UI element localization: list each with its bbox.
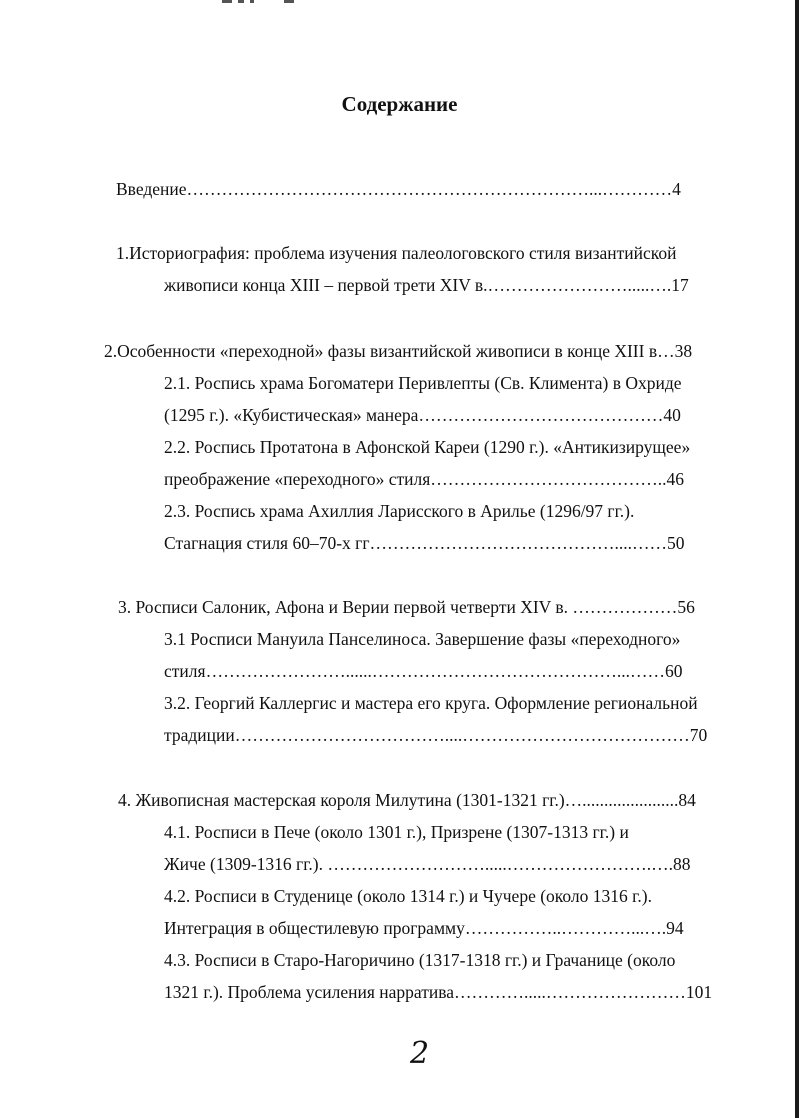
toc-entry-introduction: Введение……………………………………………………………...…………4	[116, 179, 681, 199]
toc-entry-4-3-cont: 1321 г.). Проблема усиления нарратива………….....……………………101	[164, 982, 713, 1002]
toc-entry-2-3: 2.3. Роспись храма Ахиллия Ларисского в Арилье (1296/97 гг.).	[164, 501, 635, 521]
scan-edge	[795, 0, 799, 1118]
toc-entry-4: 4. Живописная мастерская короля Милутина (1301-1321 гг.)…......................84	[118, 790, 696, 810]
toc-entry-2-1: 2.1. Роспись храма Богоматери Перивлепты (Св. Климента) в Охриде	[164, 373, 682, 393]
toc-entry-4-1: 4.1. Росписи в Пече (около 1301 г.), Призрене (1307-1313 гг.) и	[164, 822, 629, 842]
toc-entry-3-2: 3.2. Георгий Каллергис и мастера его круга. Оформление региональной	[164, 693, 698, 713]
toc-entry-2-2-cont: преображение «переходного» стиля…………………………………..46	[164, 469, 685, 489]
toc-entry-1: 1.Историография: проблема изучения палеологовского стиля византийской	[116, 243, 677, 263]
toc-entry-3-2-cont: традиции………………………………....…………………………………70	[164, 725, 708, 745]
toc-entry-2-2: 2.2. Роспись Протатона в Афонской Кареи (1290 г.). «Антикизирущее»	[164, 437, 691, 457]
toc-entry-1-cont: живописи конца XIII – первой трети XIV в.…………………….....….17	[164, 275, 689, 295]
toc-entry-2-1-cont: (1295 г.). «Кубистическая» манера……………………………………40	[164, 405, 681, 425]
toc-entry-4-2-cont: Интеграция в общестилевую программу……………..…………...….94	[164, 918, 684, 938]
toc-entry-4-1-cont: Жиче (1309-1316 гг.). ……………………….....…………………….….88	[164, 854, 691, 874]
toc-entry-2-3-cont: Стагнация стиля 60–70-х гг……………………………………....……50	[164, 533, 685, 553]
toc-entry-4-3: 4.3. Росписи в Старо-Нагоричино (1317-1318 гг.) и Грачанице (около	[164, 950, 676, 970]
page-number: 2	[410, 1036, 430, 1071]
page-title: Содержание	[341, 92, 458, 116]
toc-entry-4-2: 4.2. Росписи в Студенице (около 1314 г.) и Чучере (около 1316 г.).	[164, 886, 652, 906]
scan-marks	[222, 0, 302, 6]
toc-entry-3-1: 3.1 Росписи Мануила Панселиноса. Завершение фазы «переходного»	[164, 629, 681, 649]
toc-entry-3-1-cont: стиля……………………......……………………………………...……60	[164, 661, 683, 681]
toc-entry-2: 2.Особенности «переходной» фазы византийской живописи в конце XIII в…38	[104, 341, 693, 361]
toc-entry-3: 3. Росписи Салоник, Афона и Верии первой четверти XIV в. ………………56	[118, 597, 695, 617]
